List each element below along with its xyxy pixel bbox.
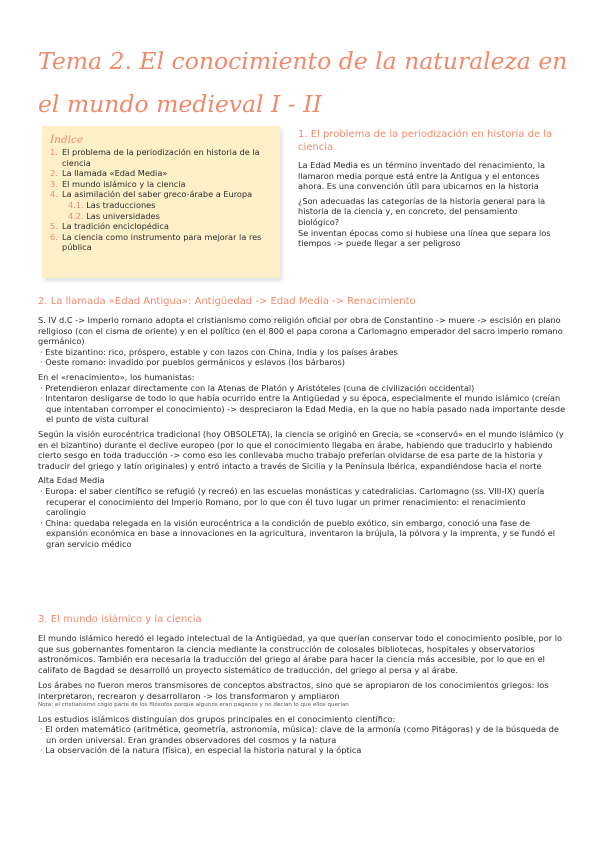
index-text: La tradición enciclopédica bbox=[62, 221, 169, 232]
index-text: Las universidades bbox=[86, 210, 160, 221]
section-3-paragraph: El mundo islámico heredó el legado intelectual de la Antigüedad, ya que querían conservar todo el conocimiento posible, por lo que sus gobernantes fomentaron la ciencia mediante la construcción de colosales bibliotecas, hospitales y observatorios astronómicos. También era necesaria la traducción del griego al árabe para hacer la ciencia más accesible, por lo que en el califato de Bagdad se desarrolló un proyecto sistemático de traducción, del griego al persa y al árabe. bbox=[38, 633, 562, 675]
list-item-text: La observación de la natura (física), en especial la historia natural y la óptica bbox=[45, 745, 362, 756]
list-item: · El orden matemático (aritmética, geometría, astronomía, música): clave de la armonía (como Pitágoras) y de la búsqueda de un orden universal. Eran grandes observadores del cosmos y la natura bbox=[40, 724, 559, 745]
index-item bbox=[50, 211, 276, 222]
index-item bbox=[50, 179, 276, 190]
index-text: La llamada «Edad Media» bbox=[62, 168, 168, 179]
index-number: 4.1. bbox=[68, 199, 84, 210]
list-item-text: El orden matemático (aritmética, geometría, astronomía, música): clave de la armonía (como Pitágoras) y de la búsqueda de un orden universal. Eran grandes observadores del cosmos y la natura bbox=[45, 724, 559, 745]
section-1-heading: 1. El problema de la periodización en historia de la ciencia bbox=[298, 129, 553, 153]
section-2-list bbox=[38, 486, 566, 550]
list-item-text: China: quedaba relegada en la visión eurocéntrica a la condición de pueblo exótico, sin embargo, conoció una fase de expansión económica en base a innovaciones en la agricultura, inventaron la brújula, la pólvora y la imprenta, y se fundó el gran servicio médico bbox=[45, 517, 556, 549]
section-1 bbox=[298, 128, 560, 249]
list-item: · La observación de la natura (física), en especial la historia natural y la óptica bbox=[40, 745, 362, 756]
section-2 bbox=[38, 296, 566, 549]
section-2-list bbox=[38, 383, 566, 425]
list-item-text: Europa: el saber científico se refugió (y recreó) en las escuelas monásticas y catedralicias. Carlomagno (ss. VIII-IX) quería recuperar el conocimiento del Imperio Romano, por lo que con él tuvo lugar un primer renacimiento: el renacimiento carolingio bbox=[45, 485, 545, 518]
index-text: El problema de la periodización en historia de la ciencia bbox=[62, 147, 260, 168]
index-list bbox=[50, 147, 276, 253]
list-item: · Pretendieron enlazar directamente con la Atenas de Platón y Aristóteles (cuna de civilización occidental) bbox=[40, 382, 475, 393]
list-item: · Europa: el saber científico se refugió (y recreó) en las escuelas monásticas y catedralicias. Carlomagno (ss. VIII-IX) quería recuperar el conocimiento del Imperio Romano, por lo que con él tuvo lugar un primer renacimiento: el renacimiento carolingio bbox=[40, 485, 545, 518]
index-number: 4. bbox=[50, 189, 58, 200]
index-text: La ciencia como instrumento para mejorar la res pública bbox=[62, 231, 262, 253]
index-item bbox=[50, 168, 276, 179]
list-item-text: Pretendieron enlazar directamente con la Atenas de Platón y Aristóteles (cuna de civilización occidental) bbox=[45, 382, 475, 393]
section-3-heading: 3. El mundo islámico y la ciencia bbox=[38, 614, 202, 625]
index-text: Las traducciones bbox=[86, 199, 156, 210]
section-2-paragraph: Alta Edad Media bbox=[38, 475, 105, 486]
index-item bbox=[50, 147, 276, 168]
section-3-paragraph: Los árabes no fueron meros transmisores de conceptos abstractos, sino que se apropiaron de los conocimientos griegos: los interpretaron, recrearon y desarrollaron -> los transformaron y ampliaron bbox=[38, 680, 549, 701]
section-1-paragraph: Se inventan épocas como si hubiese una línea que separa los tiempos -> puede llegar a ser peligroso bbox=[298, 227, 551, 249]
index-number: 6. bbox=[50, 231, 58, 242]
section-1-paragraph: ¿Son adecuadas las categorías de la historia general para la historia de la ciencia y, en concreto, del pensamiento biológico? bbox=[298, 195, 546, 227]
list-item-text: Este bizantino: rico, próspero, estable y con lazos con China, India y los países árabes bbox=[45, 346, 398, 357]
index-number: 2. bbox=[50, 168, 58, 179]
section-2-paragraph: En el «renacimiento», los humanistas: bbox=[38, 371, 195, 382]
index-number: 3. bbox=[50, 178, 58, 189]
index-number: 5. bbox=[50, 221, 58, 232]
page-title: Tema 2. El conocimiento de la naturaleza en el mundo medieval I - II bbox=[38, 47, 568, 118]
section-3-paragraph: Los estudios islámicos distinguían dos grupos principales en el conocimiento científico: bbox=[38, 713, 396, 724]
list-item-text: Oeste romano: invadido por pueblos germánicos y eslavos (los bárbaros) bbox=[45, 357, 345, 368]
index-item bbox=[50, 221, 276, 232]
index-text: La asimilación del saber greco-árabe a Europa bbox=[62, 189, 253, 200]
list-item: · Oeste romano: invadido por pueblos germánicos y eslavos (los bárbaros) bbox=[40, 357, 345, 368]
index-text: El mundo islámico y la ciencia bbox=[62, 178, 186, 189]
section-2-heading: 2. La llamada «Edad Antigua»: Antigüedad -> Edad Media -> Renacimiento bbox=[38, 296, 416, 307]
section-3-note: Nota: el cristianismo cogió parte de los filósofos porque algunos eran paganos y no decían lo que ellos querían bbox=[38, 701, 349, 708]
index-number: 1. bbox=[50, 147, 58, 157]
section-2-paragraph: Según la visión eurocéntrica tradicional (hoy OBSOLETA), la ciencia se originó en Grecia, se «conservó» en el mundo islámico (y en el bizantino) durante el declive europeo (por lo que el conocimiento llegaba en árabe, habiendo que traducirlo y habiendo cierto sesgo en toda traducción -> como eso les conllevaba mucho trabajo preferían olvidarse de esa parte de la historia y traducir del griego y latín originales) y entró intacto a través de Sicilia y la Península Ibérica, expandiéndose hacia el norte bbox=[38, 428, 564, 471]
section-3 bbox=[38, 614, 566, 756]
list-item: · China: quedaba relegada en la visión eurocéntrica a la condición de pueblo exótico, sin embargo, conoció una fase de expansión económica en base a innovaciones en la agricultura, inventaron la brújula, la pólvora y la imprenta, y se fundó el gran servicio médico bbox=[40, 517, 556, 549]
index-box bbox=[42, 126, 280, 278]
section-2-list bbox=[38, 347, 566, 368]
index-heading: Índice bbox=[50, 134, 84, 146]
section-3-list bbox=[38, 724, 566, 756]
index-item bbox=[50, 200, 276, 211]
index-item bbox=[50, 232, 276, 253]
section-1-paragraph: La Edad Media es un término inventado del renacimiento, la llamaron media porque está entre la Antigua y el entonces ahora. Es una convención útil para ubicarnos en la historia bbox=[298, 160, 546, 192]
list-item-text: Intentaron desligarse de todo lo que había ocurrido entre la Antigüedad y su época, especialmente el mundo islámico (creían que intentaban corromper el conocimiento) -> despreciaron la Edad Media, en la que no había pasado nada importante desde el punto de vista cultural bbox=[45, 393, 566, 425]
section-2-paragraph: S. IV d.C -> Imperio romano adopta el cristianismo como religión oficial por obra de Constantino -> muere -> escisión en plano religioso (con el cisma de oriente) y en el político (en el 800 el papa corona a Carlomagno emperador del sacro imperio romano germánico) bbox=[38, 315, 563, 347]
index-number: 4.2. bbox=[68, 210, 84, 221]
list-item: · Intentaron desligarse de todo lo que había ocurrido entre la Antigüedad y su época, especialmente el mundo islámico (creían que intentaban corromper el conocimiento) -> despreciaron la Edad Media, en la que no había pasado nada importante desde el punto de vista cultural bbox=[40, 393, 566, 425]
list-item: · Este bizantino: rico, próspero, estable y con lazos con China, India y los países árabes bbox=[40, 346, 398, 357]
index-item bbox=[50, 189, 276, 200]
